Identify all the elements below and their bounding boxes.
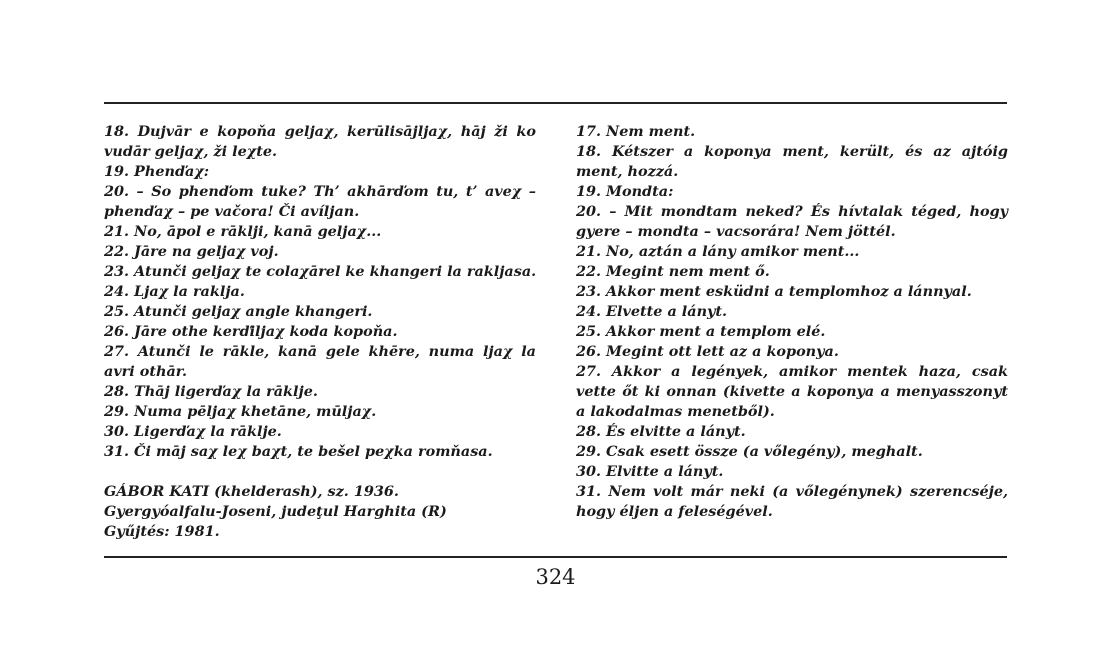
text-line: 26. Megint ott lett az a koponya. (576, 343, 839, 360)
text-line: vudār geljaχ, ži leχte. (104, 143, 278, 160)
text-line: 18. Dujvār e kopoňa geljaχ, kerūlisājljaχ, hāj ži ko (104, 123, 536, 140)
text-line: 25. Akkor ment a templom elé. (576, 323, 826, 340)
text-line: 23. Atunči geljaχ te colaχārel ke khangeri la rakljasa. (104, 263, 537, 280)
text-line: 28. És elvitte a lányt. (576, 423, 746, 440)
text-line: 29. Csak esett össze (a vőlegény), meghalt. (576, 443, 923, 460)
text-line: avri othār. (104, 363, 188, 380)
source-location: Gyergyóalfalu-Joseni, judeţul Harghita (R) (104, 503, 447, 520)
bottom-rule (104, 556, 1007, 558)
page-number: 324 (535, 565, 576, 589)
text-line: 29. Numa pēljaχ khetāne, mūljaχ. (104, 403, 377, 420)
text-line: 24. Elvette a lányt. (576, 303, 728, 320)
text-line: ment, hozzá. (576, 163, 679, 180)
text-line: 17. Nem ment. (576, 123, 696, 140)
text-line: 20. – Mit mondtam neked? És hívtalak téged, hogy (576, 203, 1008, 220)
text-line: 21. No, aztán a lány amikor ment... (576, 243, 860, 260)
text-line: vette őt ki onnan (kivette a koponya a menyasszonyt (576, 383, 1008, 400)
text-line: 24. Ljaχ la raklja. (104, 283, 245, 300)
text-line: 19. Phenďaχ: (104, 163, 210, 180)
text-line: 19. Mondta: (576, 183, 674, 200)
text-line: 22. Megint nem ment ő. (576, 263, 770, 280)
text-line: 30. Elvitte a lányt. (576, 463, 724, 480)
text-line: 26. Jāre othe kerďiljaχ koda kopoňa. (104, 323, 398, 340)
text-line: 31. Nem volt már neki (a vőlegénynek) szerencséje, (576, 483, 1008, 500)
text-line: gyere – mondta – vacsorára! Nem jöttél. (576, 223, 896, 240)
top-rule (104, 102, 1007, 104)
source-informant: GÁBOR KATI (khelderash), sz. 1936. (104, 483, 399, 500)
text-line: 27. Akkor a legények, amikor mentek haza, csak (576, 363, 1008, 380)
text-line: 28. Thāj ligerďaχ la rāklje. (104, 383, 318, 400)
text-line: a lakodalmas menetből). (576, 403, 775, 420)
source-collection-year: Gyűjtés: 1981. (104, 523, 220, 540)
text-line: 31. Či māj saχ leχ baχt, te bešel peχka romňasa. (104, 443, 493, 460)
text-line: 27. Atunči le rākle, kanā gele khēre, numa ljaχ la (104, 343, 536, 360)
romani-text-column (104, 122, 536, 542)
text-line: 25. Atunči geljaχ angle khangeri. (104, 303, 373, 320)
hungarian-translation-column (576, 122, 1008, 522)
text-line: hogy éljen a feleségével. (576, 503, 773, 520)
text-line: 23. Akkor ment esküdni a templomhoz a lánnyal. (576, 283, 972, 300)
text-line: 21. No, āpol e rāklji, kanā geljaχ... (104, 223, 382, 240)
text-line: phenďaχ – pe vačora! Či avíljan. (104, 203, 360, 220)
text-line: 22. Jāre na geljaχ voj. (104, 243, 279, 260)
text-line: 18. Kétszer a koponya ment, került, és az ajtóig (576, 143, 1008, 160)
text-line: 20. – So phenďom tuke? Th’ akhārďom tu, t’ aveχ – (104, 183, 536, 200)
paragraph-gap (104, 462, 536, 482)
text-line: 30. Ligerďaχ la rāklje. (104, 423, 282, 440)
